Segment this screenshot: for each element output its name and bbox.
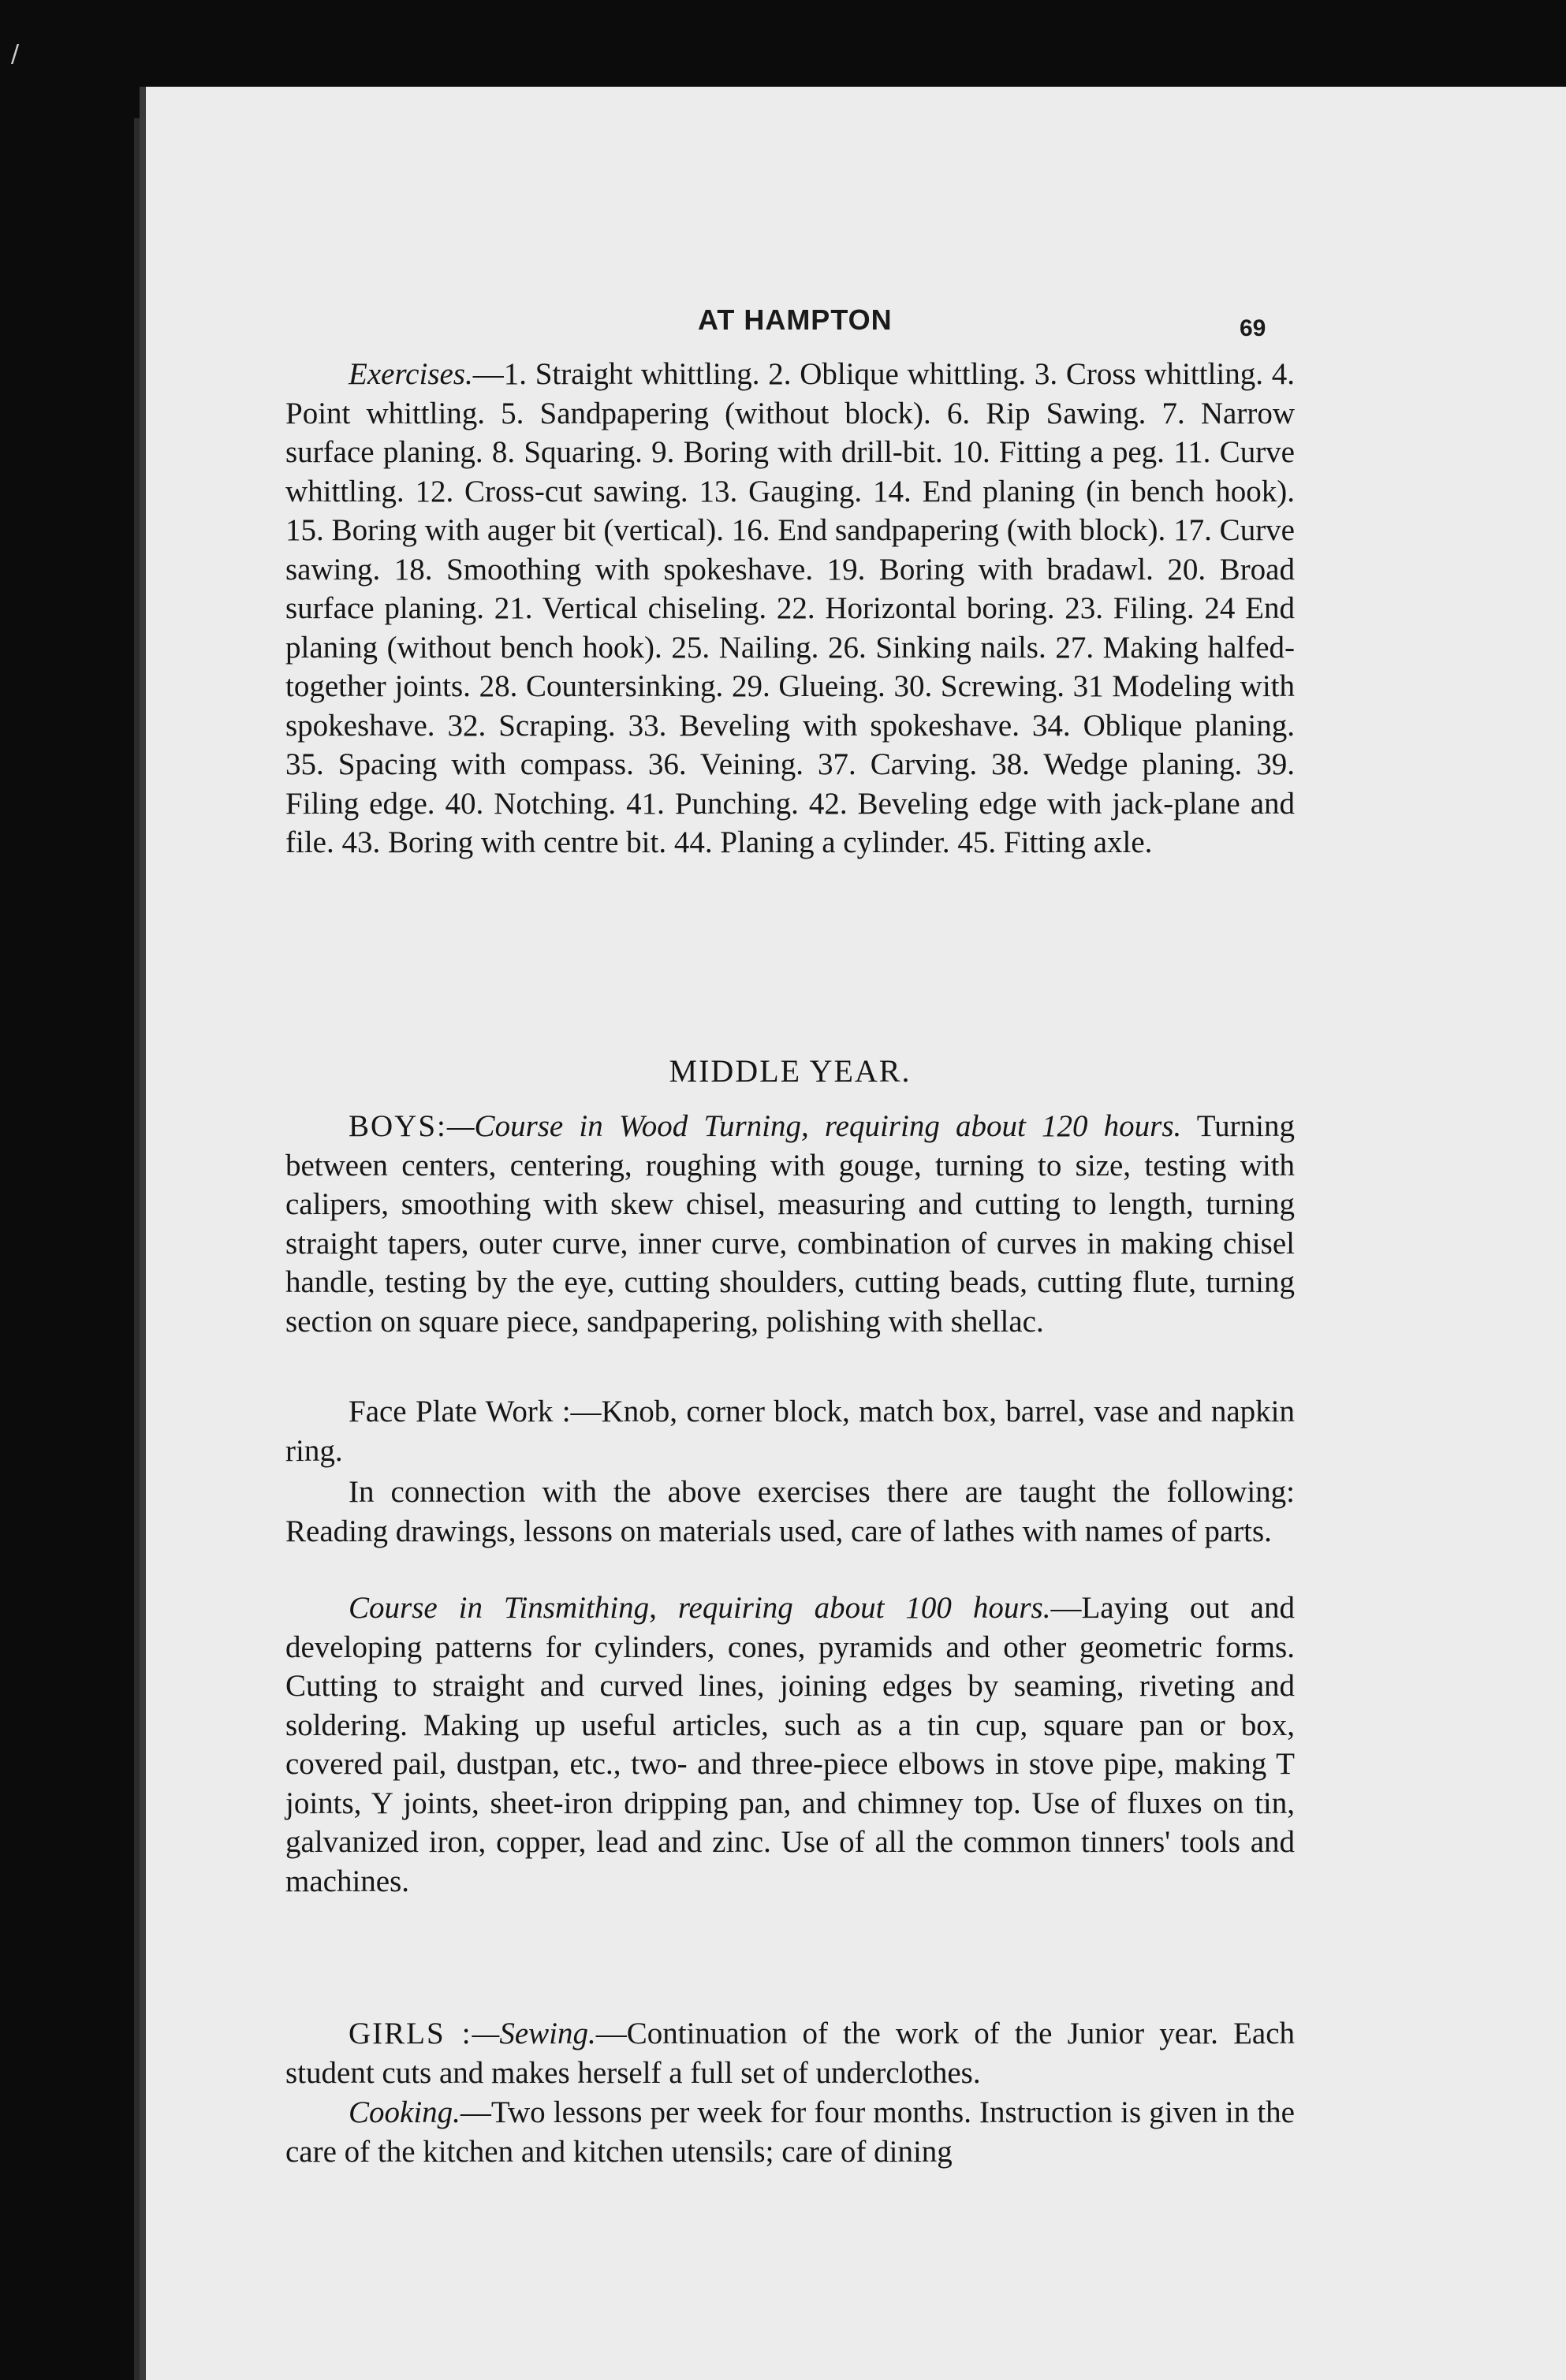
tinsmithing-course-title: Course in Tinsmithing, requiring about 100 hours. <box>349 1591 1051 1625</box>
section-heading: MIDDLE YEAR. <box>669 1053 912 1089</box>
boys-paragraph <box>285 1107 1295 1341</box>
exercises-paragraph <box>285 355 1295 862</box>
cooking-lead: Cooking. <box>349 2095 460 2129</box>
girls-paragraph <box>285 2014 1295 2092</box>
page-number: 69 <box>1240 315 1266 341</box>
face-plate-text: Face Plate Work :—Knob, corner block, match box, barrel, vase and napkin ring. <box>285 1395 1295 1468</box>
face-plate-paragraph <box>285 1392 1295 1470</box>
boys-label: BOYS: <box>349 1109 447 1143</box>
boys-course-title: —Course in Wood Turning, requiring about 120 hours. <box>446 1109 1182 1143</box>
exercises-lead: Exercises. <box>349 357 473 391</box>
cooking-paragraph <box>285 2093 1295 2171</box>
girls-sewing-lead: —Sewing. <box>472 2017 596 2050</box>
boys-text: Turning between centers, centering, roughing with gouge, turning to size, testing with calipers, smoothing with skew chisel, measuring and cutting to length, turning straight tapers, outer curve, inner curve, combination of curves in making chisel handle, testing by the eye, cutting shoulders, cutting beads, cutting flute, turning section on square piece, sandpapering, polishing with shellac. <box>285 1109 1295 1339</box>
corner-mark: / <box>11 40 20 68</box>
exercises-text: —1. Straight whittling. 2. Oblique whittling. 3. Cross whittling. 4. Point whittling. 5. Sandpapering (without block). 6. Rip Sawing. 7. Narrow surface planing. 8. Squaring. 9. Boring with drill-bit. 10. Fitting a peg. 11. Curve whittling. 12. Cross-cut sawing. 13. Gauging. 14. End planing (in bench hook). 15. Boring with auger bit (vertical). 16. End sandpapering (with block). 17. Curve sawing. 18. Smoothing with spokeshave. 19. Boring with bradawl. 20. Broad surface planing. 21. Vertical chiseling. 22. Horizontal boring. 23. Filing. 24 End planing (without bench hook). 25. Nailing. 26. Sinking nails. 27. Making halfed-together joints. 28. Countersinking. 29. Glueing. 30. Screwing. 31 Modeling with spokeshave. 32. Scraping. 33. Beveling with spokeshave. 34. Oblique planing. 35. Spacing with compass. 36. Veining. 37. Carving. 38. Wedge planing. 39. Filing edge. 40. Notching. 41. Punching. 42. Beveling edge with jack-plane and file. 43. Boring with centre bit. 44. Planing a cylinder. 45. Fitting axle. <box>285 357 1295 859</box>
girls-text: —Continuation of the work of the Junior year. Each student cuts and makes herself a full set of underclothes. <box>285 2017 1296 2090</box>
connection-text: In connection with the above exercises there are taught the following: Reading drawings, lessons on materials used, care of lathes with names of parts. <box>285 1475 1295 1548</box>
connection-paragraph <box>285 1473 1295 1551</box>
cooking-text: —Two lessons per week for four months. Instruction is given in the care of the kitchen and kitchen utensils; care of dining <box>285 2095 1295 2169</box>
tinsmithing-paragraph <box>285 1589 1295 1901</box>
running-title: AT HAMPTON <box>698 304 893 336</box>
page-binding-edge <box>134 118 145 2380</box>
tinsmithing-text: —Laying out and developing patterns for cylinders, cones, pyramids and other geometric forms. Cutting to straight and curved lines, joining edges by seaming, riveting and soldering. Making up useful articles, such as a tin cup, square pan or box, covered pail, dustpan, etc., two- and three-piece elbows in stove pipe, making T joints, Y joints, sheet-iron dripping pan, and chimney top. Use of fluxes on tin, galvanized iron, copper, lead and zinc. Use of all the common tinners' tools and machines. <box>285 1591 1295 1898</box>
girls-label: GIRLS : <box>349 2017 472 2050</box>
